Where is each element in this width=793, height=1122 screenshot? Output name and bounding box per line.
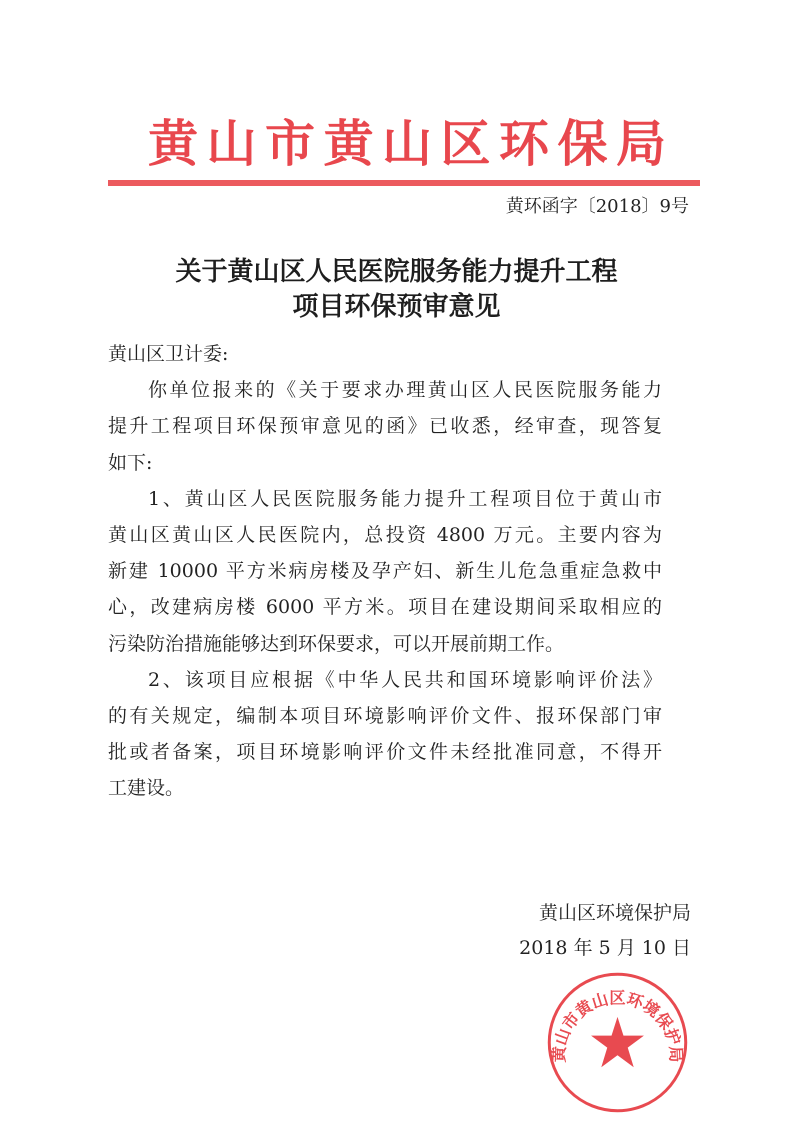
body-line: 提升工程项目环保预审意见的函》已收悉，经审查，现答复 bbox=[108, 415, 662, 438]
body-line: 污染防治措施能够达到环保要求，可以开展前期工作。 bbox=[108, 632, 565, 655]
body-line: 如下: bbox=[108, 451, 153, 474]
document-title-line-2: 项目环保预审意见 bbox=[292, 292, 501, 322]
official-seal bbox=[545, 970, 690, 1115]
body-line: 新建 10000 平方米病房楼及孕产妇、新生儿危急重症急救中 bbox=[108, 560, 662, 583]
body-line: 的有关规定，编制本项目环境影响评价文件、报环保部门审 bbox=[108, 704, 662, 727]
body-line: 2、该项目应根据《中华人民共和国环境影响评价法》 bbox=[148, 668, 662, 691]
addressee: 黄山区卫计委: bbox=[108, 343, 229, 365]
body-line: 心，改建病房楼 6000 平方米。项目在建设期间采取相应的 bbox=[108, 596, 662, 619]
body-line: 1、黄山区人民医院服务能力提升工程项目位于黄山市 bbox=[148, 487, 662, 510]
body-line: 黄山区黄山区人民医院内，总投资 4800 万元。主要内容为 bbox=[108, 523, 662, 546]
star-icon bbox=[591, 1017, 644, 1067]
body-line: 你单位报来的《关于要求办理黄山区人民医院服务能力 bbox=[148, 379, 662, 402]
signature-date: 2018 年 5 月 10 日 bbox=[519, 937, 691, 959]
signature-issuer: 黄山区环境保护局 bbox=[538, 902, 691, 924]
body-line: 工建设。 bbox=[108, 777, 185, 800]
seal-text-path: 黄山市黄山区环境保护局 bbox=[549, 988, 686, 1063]
document-number: 黄环函字〔2018〕9号 bbox=[505, 196, 689, 217]
document-body bbox=[108, 336, 662, 806]
issuing-organization-letterhead: 黄山市黄山区环保局 bbox=[148, 114, 668, 173]
letterhead-divider bbox=[108, 180, 700, 186]
document-title-line-1: 关于黄山区人民医院服务能力提升工程 bbox=[175, 257, 618, 287]
body-line: 批或者备案，项目环境影响评价文件未经批准同意，不得开 bbox=[108, 741, 662, 764]
